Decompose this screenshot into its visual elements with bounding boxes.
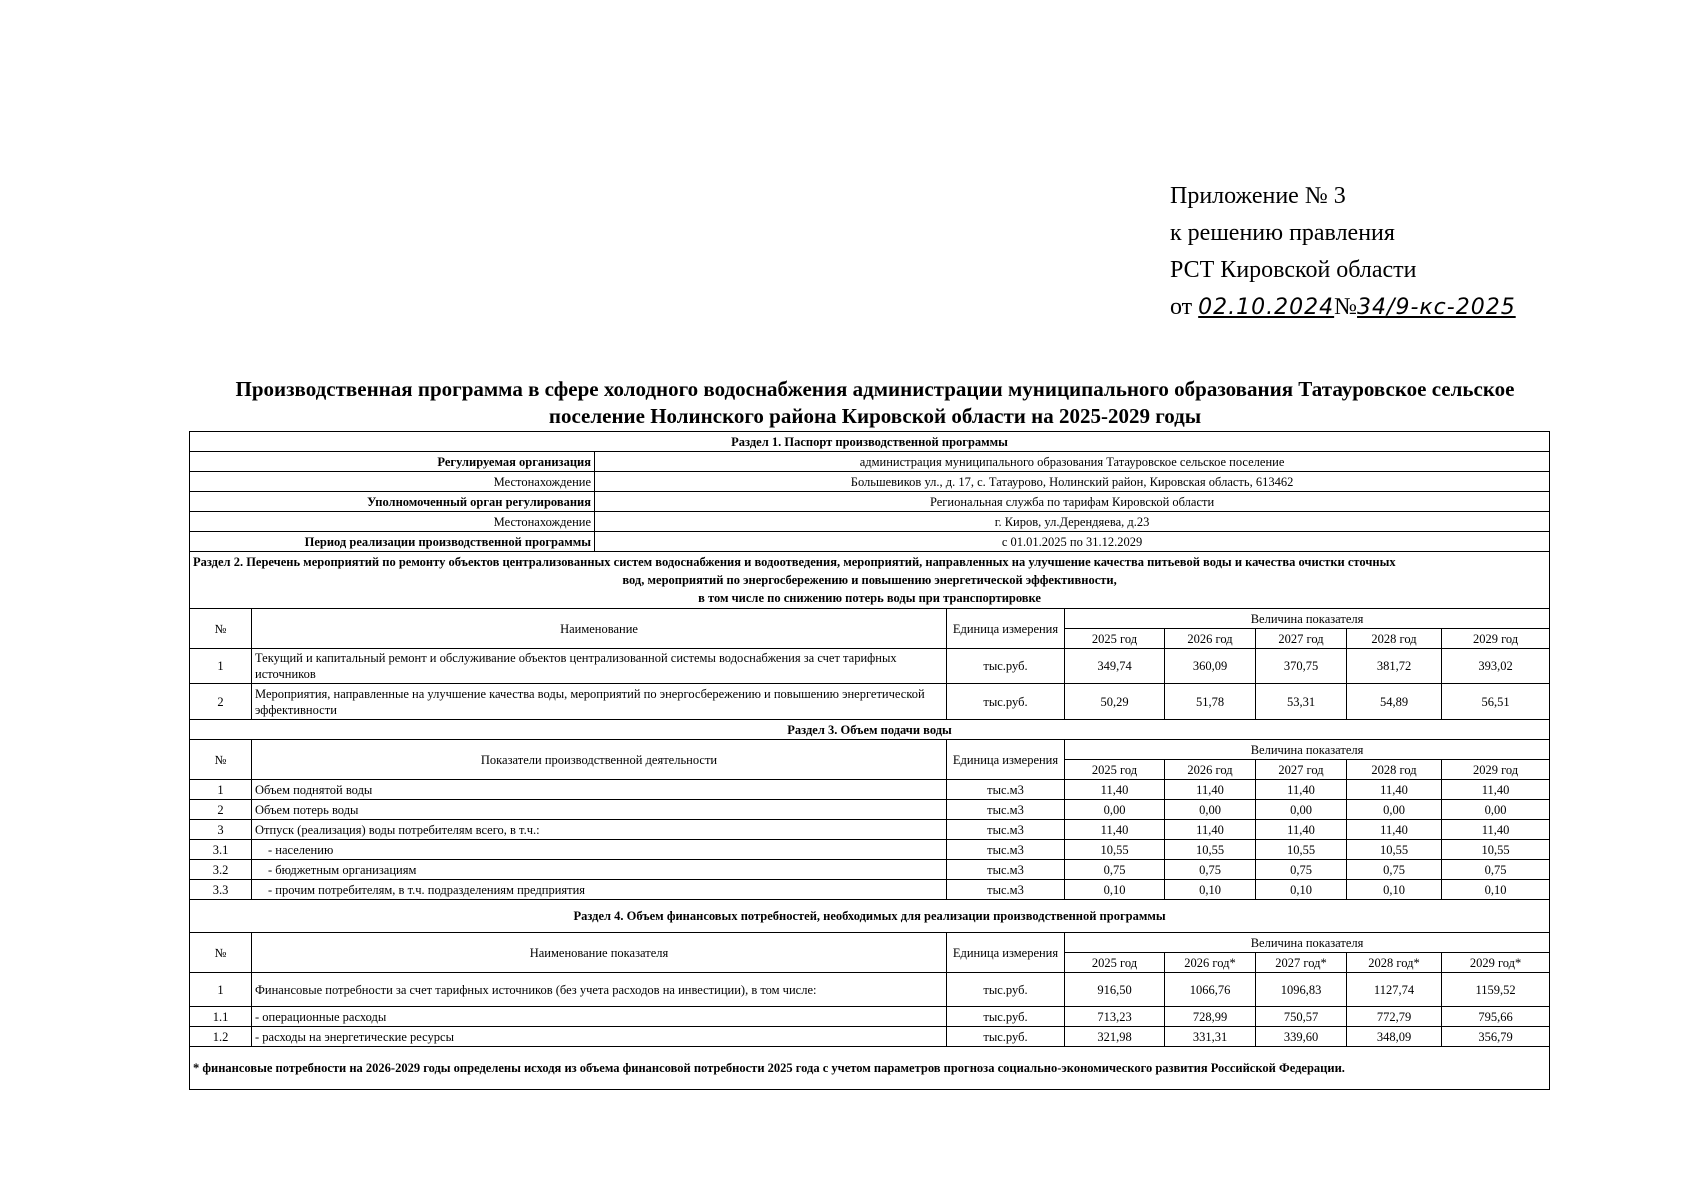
year-header: 2025 год bbox=[1065, 953, 1165, 973]
col-header-no: № bbox=[190, 609, 252, 649]
appendix-number: Приложение № 3 bbox=[1170, 183, 1346, 209]
col-header-value: Величина показателя bbox=[1065, 933, 1550, 953]
row-value: 50,29 bbox=[1065, 684, 1165, 720]
table-row bbox=[190, 800, 1550, 820]
row-value: 339,60 bbox=[1256, 1027, 1347, 1047]
table-row bbox=[190, 1027, 1550, 1047]
row-value: 321,98 bbox=[1065, 1027, 1165, 1047]
row-value: 381,72 bbox=[1347, 649, 1442, 684]
row-no: 3.2 bbox=[190, 860, 252, 880]
row-no: 1 bbox=[190, 649, 252, 684]
row-value: 795,66 bbox=[1442, 1007, 1550, 1027]
row-unit: тыс.руб. bbox=[947, 973, 1065, 1007]
table-row bbox=[190, 860, 1550, 880]
row-value: 11,40 bbox=[1442, 780, 1550, 800]
passport-row bbox=[190, 492, 1550, 512]
row-name: Текущий и капитальный ремонт и обслуживание объектов централизованной системы водоснабжения за счет тарифных источников bbox=[252, 649, 947, 684]
row-name: - населению bbox=[252, 840, 947, 860]
row-value: 0,75 bbox=[1347, 860, 1442, 880]
row-value: 750,57 bbox=[1256, 1007, 1347, 1027]
year-header: 2029 год bbox=[1442, 629, 1550, 649]
year-header: 2029 год* bbox=[1442, 953, 1550, 973]
table-row bbox=[190, 1007, 1550, 1027]
year-header: 2027 год* bbox=[1256, 953, 1347, 973]
row-unit: тыс.м3 bbox=[947, 820, 1065, 840]
row-value: 0,00 bbox=[1065, 800, 1165, 820]
row-value: 393,02 bbox=[1442, 649, 1550, 684]
row-value: 10,55 bbox=[1256, 840, 1347, 860]
section3-heading: Раздел 3. Объем подачи воды bbox=[190, 720, 1550, 740]
section2-heading-line3: в том числе по снижению потерь воды при транспортировке bbox=[698, 591, 1041, 605]
year-header: 2026 год* bbox=[1165, 953, 1256, 973]
handwritten-date: 02.10.2024 bbox=[1198, 295, 1335, 320]
row-value: 348,09 bbox=[1347, 1027, 1442, 1047]
col-header-name: Показатели производственной деятельности bbox=[252, 740, 947, 780]
row-value: 10,55 bbox=[1347, 840, 1442, 860]
row-value: 0,75 bbox=[1256, 860, 1347, 880]
passport-label: Местонахождение bbox=[190, 472, 595, 492]
row-unit: тыс.м3 bbox=[947, 780, 1065, 800]
row-value: 0,10 bbox=[1442, 880, 1550, 900]
row-value: 1096,83 bbox=[1256, 973, 1347, 1007]
passport-value: Большевиков ул., д. 17, с. Татаурово, Нолинский район, Кировская область, 613462 bbox=[595, 472, 1550, 492]
table-row bbox=[190, 973, 1550, 1007]
row-value: 11,40 bbox=[1442, 820, 1550, 840]
row-value: 349,74 bbox=[1065, 649, 1165, 684]
row-value: 11,40 bbox=[1065, 820, 1165, 840]
section2-heading-line2: вод, мероприятий по энергосбережению и повышению энергетической эффективности, bbox=[622, 573, 1117, 587]
row-unit: тыс.м3 bbox=[947, 860, 1065, 880]
year-header: 2025 год bbox=[1065, 629, 1165, 649]
production-program-table bbox=[189, 431, 1550, 1090]
passport-row bbox=[190, 472, 1550, 492]
row-value: 0,10 bbox=[1165, 880, 1256, 900]
col-header-unit: Единица измерения bbox=[947, 609, 1065, 649]
row-value: 10,55 bbox=[1165, 840, 1256, 860]
row-value: 11,40 bbox=[1256, 820, 1347, 840]
row-value: 360,09 bbox=[1165, 649, 1256, 684]
row-name: Финансовые потребности за счет тарифных источников (без учета расходов на инвестиции), в том числе: bbox=[252, 973, 947, 1007]
row-value: 0,00 bbox=[1347, 800, 1442, 820]
appendix-block bbox=[1170, 178, 1516, 326]
row-value: 0,00 bbox=[1256, 800, 1347, 820]
row-no: 3.3 bbox=[190, 880, 252, 900]
col-header-value: Величина показателя bbox=[1065, 740, 1550, 760]
row-name: Объем поднятой воды bbox=[252, 780, 947, 800]
appendix-date-line bbox=[1170, 289, 1516, 326]
year-header: 2028 год bbox=[1347, 760, 1442, 780]
section1-heading: Раздел 1. Паспорт производственной программы bbox=[190, 432, 1550, 452]
passport-label: Регулируемая организация bbox=[190, 452, 595, 472]
row-no: 1 bbox=[190, 780, 252, 800]
row-value: 916,50 bbox=[1065, 973, 1165, 1007]
number-label: № bbox=[1334, 294, 1358, 320]
table-row bbox=[190, 840, 1550, 860]
row-value: 713,23 bbox=[1065, 1007, 1165, 1027]
row-unit: тыс.м3 bbox=[947, 840, 1065, 860]
table-row bbox=[190, 684, 1550, 720]
footnote: * финансовые потребности на 2026-2029 годы определены исходя из объема финансовой потребности 2025 года с учетом параметров прогноза социально-экономического развития Российской Федерации. bbox=[190, 1047, 1550, 1090]
section2-heading-line1: Раздел 2. Перечень мероприятий по ремонту объектов централизованных систем водоснабжения и водоотведения, мероприятий, направленных на улучшение качества питьевой воды и качества очистки сточных bbox=[193, 555, 1396, 569]
table-row bbox=[190, 820, 1550, 840]
year-header: 2029 год bbox=[1442, 760, 1550, 780]
row-unit: тыс.руб. bbox=[947, 1027, 1065, 1047]
col-header-name: Наименование bbox=[252, 609, 947, 649]
row-value: 331,31 bbox=[1165, 1027, 1256, 1047]
col-header-value: Величина показателя bbox=[1065, 609, 1550, 629]
row-no: 3.1 bbox=[190, 840, 252, 860]
table-row bbox=[190, 780, 1550, 800]
from-label: от bbox=[1170, 294, 1193, 320]
row-name: Объем потерь воды bbox=[252, 800, 947, 820]
row-value: 0,75 bbox=[1065, 860, 1165, 880]
passport-value: с 01.01.2025 по 31.12.2029 bbox=[595, 532, 1550, 552]
row-name: - операционные расходы bbox=[252, 1007, 947, 1027]
row-name: Мероприятия, направленные на улучшение качества воды, мероприятий по энергосбережению и повышению энергетической эффективности bbox=[252, 684, 947, 720]
col-header-unit: Единица измерения bbox=[947, 740, 1065, 780]
row-value: 53,31 bbox=[1256, 684, 1347, 720]
row-value: 370,75 bbox=[1256, 649, 1347, 684]
table-row bbox=[190, 880, 1550, 900]
passport-row bbox=[190, 452, 1550, 472]
passport-label: Местонахождение bbox=[190, 512, 595, 532]
row-unit: тыс.руб. bbox=[947, 649, 1065, 684]
passport-value: администрация муниципального образования Татауровское сельское поселение bbox=[595, 452, 1550, 472]
row-value: 1159,52 bbox=[1442, 973, 1550, 1007]
year-header: 2028 год bbox=[1347, 629, 1442, 649]
row-value: 728,99 bbox=[1165, 1007, 1256, 1027]
row-value: 10,55 bbox=[1442, 840, 1550, 860]
row-name: - прочим потребителям, в т.ч. подразделениям предприятия bbox=[252, 880, 947, 900]
row-value: 54,89 bbox=[1347, 684, 1442, 720]
row-value: 11,40 bbox=[1347, 780, 1442, 800]
row-name: - расходы на энергетические ресурсы bbox=[252, 1027, 947, 1047]
row-no: 1 bbox=[190, 973, 252, 1007]
section2-heading bbox=[190, 552, 1550, 609]
year-header: 2028 год* bbox=[1347, 953, 1442, 973]
appendix-decision: к решению правления bbox=[1170, 220, 1395, 246]
year-header: 2026 год bbox=[1165, 629, 1256, 649]
row-value: 772,79 bbox=[1347, 1007, 1442, 1027]
row-value: 356,79 bbox=[1442, 1027, 1550, 1047]
row-no: 2 bbox=[190, 684, 252, 720]
row-name: Отпуск (реализация) воды потребителям всего, в т.ч.: bbox=[252, 820, 947, 840]
row-value: 11,40 bbox=[1347, 820, 1442, 840]
document-title: Производственная программа в сфере холодного водоснабжения администрации муниципального образования Татауровское сельское поселение Нолинского района Кировской области на 2025-2029 годы bbox=[235, 377, 1515, 428]
row-value: 1066,76 bbox=[1165, 973, 1256, 1007]
row-value: 11,40 bbox=[1065, 780, 1165, 800]
col-header-name: Наименование показателя bbox=[252, 933, 947, 973]
row-value: 0,00 bbox=[1165, 800, 1256, 820]
row-value: 0,10 bbox=[1065, 880, 1165, 900]
row-value: 0,00 bbox=[1442, 800, 1550, 820]
passport-label: Период реализации производственной программы bbox=[190, 532, 595, 552]
passport-row bbox=[190, 532, 1550, 552]
row-unit: тыс.руб. bbox=[947, 684, 1065, 720]
row-no: 2 bbox=[190, 800, 252, 820]
row-value: 0,10 bbox=[1256, 880, 1347, 900]
year-header: 2026 год bbox=[1165, 760, 1256, 780]
row-value: 11,40 bbox=[1165, 780, 1256, 800]
passport-row bbox=[190, 512, 1550, 532]
row-no: 1.2 bbox=[190, 1027, 252, 1047]
passport-value: г. Киров, ул.Дерендяева, д.23 bbox=[595, 512, 1550, 532]
row-value: 11,40 bbox=[1256, 780, 1347, 800]
row-value: 11,40 bbox=[1165, 820, 1256, 840]
row-value: 1127,74 bbox=[1347, 973, 1442, 1007]
row-no: 1.1 bbox=[190, 1007, 252, 1027]
row-value: 0,75 bbox=[1165, 860, 1256, 880]
row-value: 0,10 bbox=[1347, 880, 1442, 900]
row-name: - бюджетным организациям bbox=[252, 860, 947, 880]
appendix-authority: РСТ Кировской области bbox=[1170, 257, 1417, 283]
row-unit: тыс.м3 bbox=[947, 880, 1065, 900]
row-value: 56,51 bbox=[1442, 684, 1550, 720]
year-header: 2027 год bbox=[1256, 760, 1347, 780]
passport-label: Уполномоченный орган регулирования bbox=[190, 492, 595, 512]
handwritten-number: 34/9-кс-2025 bbox=[1357, 295, 1516, 320]
row-value: 10,55 bbox=[1065, 840, 1165, 860]
row-value: 0,75 bbox=[1442, 860, 1550, 880]
row-value: 51,78 bbox=[1165, 684, 1256, 720]
section4-heading: Раздел 4. Объем финансовых потребностей, необходимых для реализации производственной программы bbox=[190, 900, 1550, 933]
table-row bbox=[190, 649, 1550, 684]
year-header: 2025 год bbox=[1065, 760, 1165, 780]
col-header-no: № bbox=[190, 740, 252, 780]
year-header: 2027 год bbox=[1256, 629, 1347, 649]
row-unit: тыс.м3 bbox=[947, 800, 1065, 820]
passport-value: Региональная служба по тарифам Кировской области bbox=[595, 492, 1550, 512]
col-header-no: № bbox=[190, 933, 252, 973]
row-no: 3 bbox=[190, 820, 252, 840]
row-unit: тыс.руб. bbox=[947, 1007, 1065, 1027]
col-header-unit: Единица измерения bbox=[947, 933, 1065, 973]
